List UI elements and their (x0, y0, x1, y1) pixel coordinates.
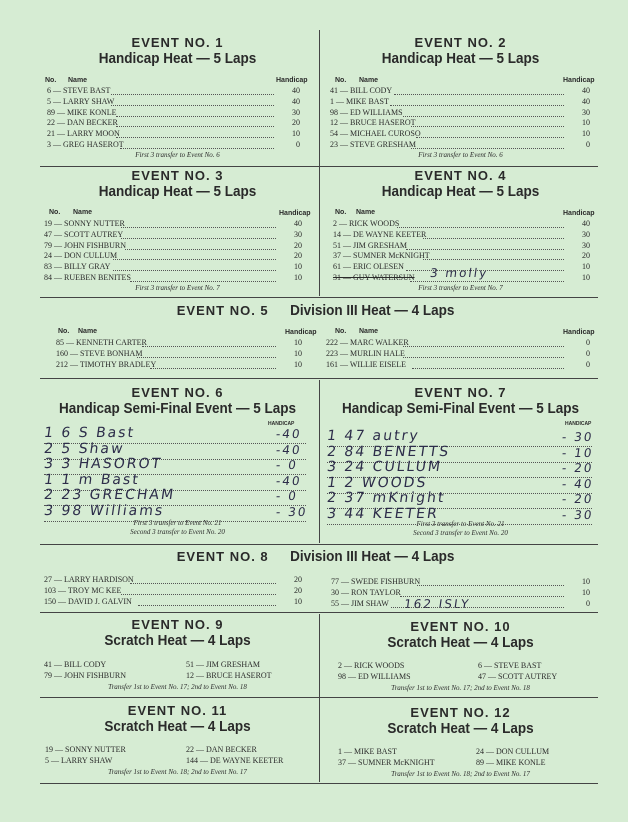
col-name: Name (356, 209, 376, 216)
event-title: Scratch Heat — 4 Laps (104, 718, 251, 735)
dot-leader (113, 253, 277, 260)
event-number: EVENT NO. 5 (176, 303, 269, 318)
transfer-note: First 3 transfer to Event No. 21 (416, 520, 505, 528)
dot-leader (406, 264, 564, 271)
event-11 (40, 703, 315, 735)
event-9 (40, 617, 315, 649)
handicap-value: 40 (582, 86, 590, 95)
handicap-value: 10 (294, 273, 302, 282)
entry-name: 14 — DE WAYNE KEETER (333, 229, 427, 239)
entry-name: 47 — SCOTT AUTREY (44, 229, 124, 239)
entry-name: 41 — BILL CODY (330, 86, 393, 95)
dot-leader (403, 340, 564, 347)
divider (40, 612, 598, 613)
entry-name: 160 — STEVE BONHAM (56, 349, 143, 358)
handicap-value: 10 (582, 262, 590, 272)
handicap-value: 0 (586, 349, 590, 358)
entry-name: 54 — MICHAEL CUROSO (330, 129, 421, 139)
event-number: EVENT NO. 8 (176, 549, 269, 564)
handicap-value: 10 (294, 360, 302, 369)
divider (40, 783, 598, 784)
event-title: Handicap Heat — 5 Laps (98, 183, 257, 200)
entry-name: 51 — JIM GRESHAM (333, 240, 408, 250)
entry-name: 5 — LARRY SHAW (47, 96, 115, 106)
divider (40, 297, 598, 298)
entry-name: 24 — DON CULLUM (476, 747, 550, 756)
handicap-value: 10 (294, 597, 302, 606)
entry-name: 47 — SCOTT AUTREY (478, 672, 558, 681)
col-no: No. (58, 328, 70, 335)
dot-leader (416, 131, 564, 138)
divider (40, 378, 598, 379)
handwritten-handicap: - 0 (275, 489, 299, 503)
entry-name: 61 — ERIC OLESEN (333, 262, 404, 272)
col-no: No. (45, 77, 57, 84)
entry-name: 6 — STEVE BAST (478, 661, 542, 670)
handicap-value: 10 (582, 577, 590, 586)
event-5 (130, 302, 510, 319)
entry-name: 51 — JIM GRESHAM (186, 660, 261, 669)
dot-leader (130, 577, 276, 584)
entry-name: 12 — BRUCE HASEROT (186, 671, 272, 680)
transfer-note: Transfer 1st to Event No. 17; 2nd to Event No. 18 (108, 683, 247, 691)
handicap-value: 20 (294, 586, 302, 595)
entry-name: 31 — GUY WATERSUN (333, 273, 415, 282)
handwritten-entry: 1 6 S Bast (42, 425, 137, 441)
handicap-value: 10 (582, 588, 590, 597)
entry-name: 21 — LARRY MOON (47, 129, 120, 139)
event-number: EVENT NO. 2 (414, 35, 507, 50)
dot-leader (417, 579, 564, 586)
handwritten-entry: 1 1 m Bast (42, 471, 141, 488)
entry-name: 77 — SWEDE FISHBURN (331, 577, 421, 586)
dot-leader (411, 142, 564, 149)
handwritten-handicap: - 0 (275, 458, 299, 472)
dot-leader (44, 515, 306, 522)
event-title: Handicap Heat — 5 Laps (381, 183, 540, 200)
handwritten-entry: 3 44 KEETER (325, 505, 440, 522)
entry-name: 41 — BILL CODY (44, 660, 107, 669)
entry-name: 2 — RICK WOODS (333, 219, 400, 228)
entry-name: 84 — RUEBEN BENITES (44, 273, 131, 282)
transfer-note: Transfer 1st to Event No. 18; 2nd to Event No. 17 (108, 768, 247, 776)
entry-name: 89 — MIKE KONLE (47, 107, 117, 117)
dot-leader (116, 131, 275, 138)
dot-leader (400, 590, 565, 597)
transfer-note: Transfer 1st to Event No. 17; 2nd to Event No. 18 (391, 684, 530, 692)
entry-name: 22 — DAN BECKER (47, 118, 118, 128)
col-name: Name (359, 328, 379, 335)
col-handicap: Handicap (563, 77, 595, 84)
event-number: EVENT NO. 11 (127, 703, 228, 718)
col-handicap: Handicap (276, 77, 308, 84)
divider (319, 380, 320, 543)
event-title: Scratch Heat — 4 Laps (104, 632, 251, 649)
entry-name: 103 — TROY MC KEE (44, 586, 122, 595)
entry-name: 19 — SONNY NUTTER (44, 219, 125, 228)
handicap-value: 30 (582, 240, 590, 250)
dot-leader (403, 351, 564, 358)
handwritten-handicap: - 30 (561, 507, 595, 522)
handwritten-entry: 1 2 WOODS (325, 474, 429, 491)
handwritten-entry: 3 98 Williams (42, 502, 166, 519)
entry-name: 3 — GREG HASEROT (47, 140, 124, 149)
entry-name: 30 — RON TAYLOR (331, 588, 401, 597)
entry-name: 37 — SUMNER McKNIGHT (338, 758, 435, 767)
handwritten-handicap: - 10 (561, 445, 595, 460)
event-10 (323, 619, 598, 651)
handicap-value: 30 (582, 229, 590, 239)
transfer-note: Transfer 1st to Event No. 18; 2nd to Event No. 17 (391, 770, 530, 778)
entry-name: 89 — MIKE KONLE (476, 758, 546, 767)
event-7 (323, 385, 598, 417)
dot-leader (391, 601, 564, 608)
entry-name: 37 — SUMNER McKNIGHT (333, 251, 430, 261)
dot-leader (142, 340, 276, 347)
handwritten-note: 162 ISLY (403, 597, 472, 611)
col-handicap-hand: HANDICAP (268, 421, 295, 427)
handicap-value: 10 (292, 129, 300, 139)
handicap-value: 0 (586, 140, 590, 149)
event-number: EVENT NO. 9 (131, 617, 224, 632)
handwritten-handicap: -40 (275, 442, 303, 457)
dot-leader (423, 253, 564, 260)
transfer-note: Second 3 transfer to Event No. 20 (130, 528, 225, 536)
dot-leader (125, 243, 276, 250)
col-no: No. (49, 209, 61, 216)
entry-name: 150 — DAVID J. GALVIN (44, 597, 132, 606)
entry-name: 55 — JIM SHAW (331, 599, 389, 608)
entry-name: 223 — MURLIN HALE (326, 349, 405, 358)
event-number: EVENT NO. 7 (414, 385, 507, 400)
event-number: EVENT NO. 10 (410, 619, 511, 634)
dot-leader (327, 518, 592, 525)
dot-leader (406, 243, 564, 250)
col-no: No. (335, 77, 347, 84)
col-name: Name (68, 77, 88, 84)
handicap-value: 40 (292, 96, 300, 106)
entry-name: 23 — STEVE GRESHAM (330, 140, 417, 149)
handicap-value: 20 (294, 575, 302, 584)
event-title: Division III Heat — 4 Laps (289, 302, 455, 319)
dot-leader (403, 110, 564, 117)
handwritten-handicap: -40 (275, 427, 303, 441)
handwritten-entry: 3 3 HASOROT (42, 456, 164, 472)
entry-name: 6 — STEVE BAST (47, 86, 111, 95)
dot-leader (111, 99, 274, 106)
event-title: Handicap Semi-Final Event — 5 Laps (341, 400, 580, 417)
dot-leader (412, 362, 564, 369)
event-title: Scratch Heat — 4 Laps (387, 720, 534, 737)
handicap-value: 30 (294, 229, 302, 239)
event-6 (40, 385, 315, 417)
event-number: EVENT NO. 3 (131, 168, 224, 183)
col-no: No. (335, 328, 347, 335)
dot-leader (116, 120, 275, 127)
dot-leader (116, 110, 275, 117)
transfer-note: First 3 transfer to Event No. 7 (418, 284, 503, 292)
event-number: EVENT NO. 1 (131, 35, 224, 50)
entry-name: 212 — TIMOTHY BRADLEY (56, 360, 157, 369)
handicap-value: 10 (582, 118, 590, 128)
event-title: Handicap Heat — 5 Laps (381, 50, 540, 67)
handwritten-handicap: - 20 (561, 461, 595, 475)
entry-name: 22 — DAN BECKER (186, 745, 257, 754)
event-1 (40, 35, 315, 67)
handicap-value: 40 (582, 96, 590, 106)
dot-leader (410, 275, 564, 282)
handwritten-note: 3 molly (429, 266, 490, 280)
dot-leader (121, 221, 276, 228)
handicap-value: 40 (294, 219, 302, 228)
handicap-value: 10 (294, 349, 302, 358)
handicap-value: 30 (292, 107, 300, 117)
entry-name: 85 — KENNETH CARTER (56, 338, 147, 347)
entry-name: 98 — ED WILLIAMS (338, 672, 411, 681)
col-name: Name (73, 209, 93, 216)
handicap-value: 10 (294, 338, 302, 347)
entry-name: 98 — ED WILLIAMS (330, 107, 403, 117)
handicap-value: 0 (586, 360, 590, 369)
entry-name: 79 — JOHN FISHBURN (44, 671, 127, 680)
handwritten-handicap: - 40 (561, 476, 595, 491)
handicap-value: 0 (296, 140, 300, 149)
entry-name: 79 — JOHN FISHBURN (44, 240, 127, 250)
dot-leader (111, 88, 274, 95)
event-title: Handicap Heat — 5 Laps (98, 50, 257, 67)
dot-leader (113, 264, 277, 271)
entry-name: 2 — RICK WOODS (338, 661, 405, 670)
handwritten-handicap: -40 (275, 473, 303, 488)
dot-leader (137, 351, 276, 358)
handwritten-entry: 1 47 autry (325, 428, 421, 444)
handicap-value: 10 (582, 129, 590, 139)
handicap-value: 20 (294, 240, 302, 250)
dot-leader (138, 599, 276, 606)
entry-name: 24 — DON CULLUM (44, 251, 118, 261)
handicap-value: 20 (294, 251, 302, 261)
dot-leader (397, 221, 564, 228)
handicap-value: 30 (582, 107, 590, 117)
entry-name: 1 — MIKE BAST (330, 96, 389, 106)
col-handicap: Handicap (285, 329, 317, 336)
dot-leader (121, 232, 276, 239)
col-handicap-hand: HANDICAP (565, 421, 592, 427)
dot-leader (423, 232, 564, 239)
handicap-value: 20 (582, 251, 590, 261)
col-handicap: Handicap (563, 329, 595, 336)
col-handicap: Handicap (563, 210, 595, 217)
handwritten-entry: 2 84 BENETTS (325, 443, 452, 460)
handwritten-entry: 3 24 CULLUM (325, 459, 443, 475)
handwritten-handicap: - 30 (561, 430, 595, 444)
dot-leader (121, 588, 276, 595)
dot-leader (120, 142, 274, 149)
handwritten-entry: 2 23 GRECHAM (42, 487, 177, 503)
divider (319, 614, 320, 782)
event-title: Handicap Semi-Final Event — 5 Laps (58, 400, 297, 417)
event-3 (40, 168, 315, 200)
divider (40, 544, 598, 545)
col-handicap: Handicap (279, 210, 311, 217)
event-12 (323, 705, 598, 737)
entry-name: 161 — WILLIE EISELE (326, 360, 407, 369)
event-number: EVENT NO. 12 (410, 705, 511, 720)
entry-name: 144 — DE WAYNE KEETER (186, 756, 284, 765)
handwritten-handicap: - 20 (561, 492, 595, 506)
transfer-note: Second 3 transfer to Event No. 20 (413, 529, 508, 537)
col-name: Name (78, 328, 98, 335)
event-number: EVENT NO. 4 (414, 168, 507, 183)
entry-name: 19 — SONNY NUTTER (45, 745, 126, 754)
handicap-value: 40 (582, 219, 590, 228)
entry-name: 83 — BILLY GRAY (44, 262, 111, 272)
handicap-value: 10 (582, 273, 590, 282)
event-title: Division III Heat — 4 Laps (289, 548, 455, 565)
dot-leader (150, 362, 276, 369)
transfer-note: First 3 transfer to Event No. 7 (135, 284, 220, 292)
dot-leader (390, 99, 564, 106)
col-no: No. (335, 209, 347, 216)
event-2 (323, 35, 598, 67)
handwritten-entry: 2 5 Shaw (42, 440, 126, 457)
transfer-note: First 3 transfer to Event No. 21 (133, 519, 222, 527)
entry-name: 27 — LARRY HARDISON (44, 575, 134, 584)
handicap-value: 10 (294, 262, 302, 272)
dot-leader (394, 88, 564, 95)
entry-name: 222 — MARC WALKER (326, 338, 409, 347)
handwritten-entry: 2 37 mKnight (325, 490, 447, 506)
handicap-value: 40 (292, 86, 300, 95)
event-4 (323, 168, 598, 200)
handicap-value: 0 (586, 599, 590, 608)
event-8 (130, 548, 510, 565)
dot-leader (411, 120, 564, 127)
col-name: Name (359, 77, 379, 84)
divider (319, 30, 320, 296)
event-title: Scratch Heat — 4 Laps (387, 634, 534, 651)
handicap-value: 0 (586, 338, 590, 347)
dot-leader (130, 275, 276, 282)
transfer-note: First 3 transfer to Event No. 6 (135, 151, 220, 159)
entry-name: 1 — MIKE BAST (338, 747, 397, 756)
entry-name: 12 — BRUCE HASEROT (330, 118, 416, 128)
event-number: EVENT NO. 6 (131, 385, 224, 400)
entry-name: 5 — LARRY SHAW (45, 756, 113, 765)
handicap-value: 20 (292, 118, 300, 128)
transfer-note: First 3 transfer to Event No. 6 (418, 151, 503, 159)
handwritten-handicap: - 30 (275, 504, 309, 519)
